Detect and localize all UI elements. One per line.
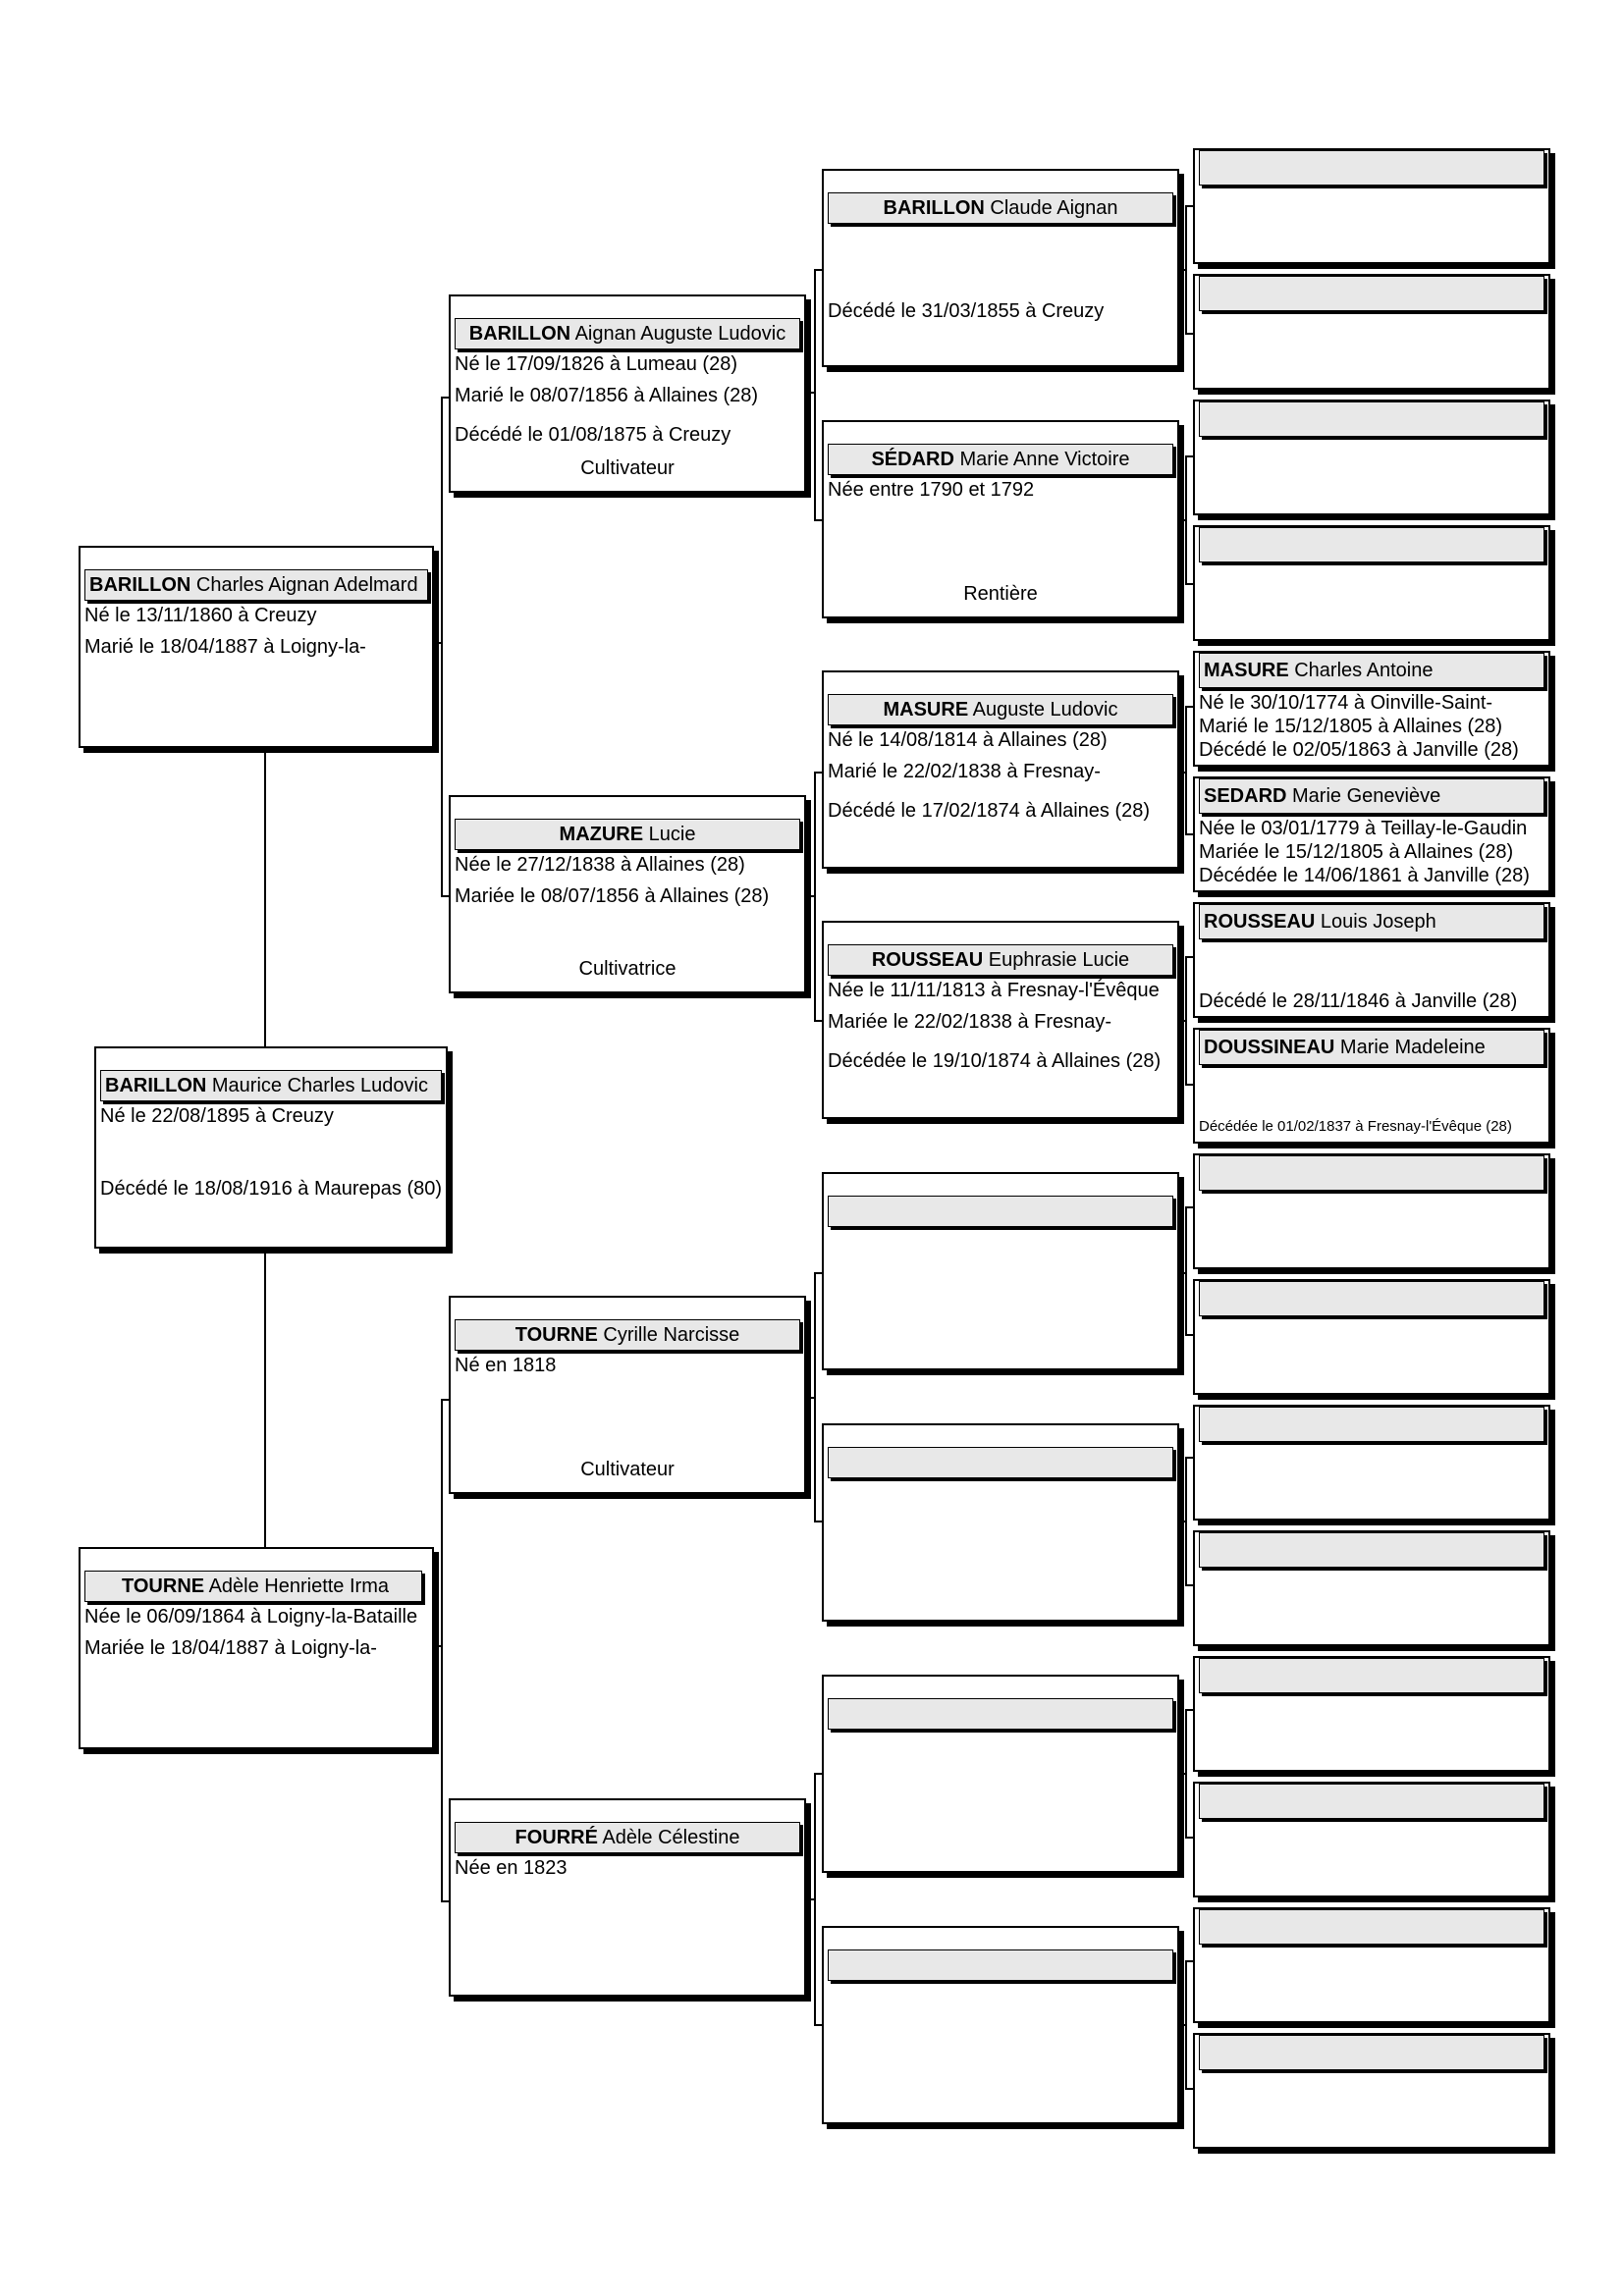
marriage-info: Mariée le 18/04/1887 à Loigny-la-	[84, 1637, 377, 1659]
marriage-info: Marié le 15/12/1805 à Allaines (28)	[1199, 716, 1503, 737]
person-box-empty[interactable]	[1193, 1153, 1550, 1269]
marriage-info: Mariée le 22/02/1838 à Fresnay-	[828, 1011, 1112, 1033]
given-names: Euphrasie Lucie	[988, 949, 1130, 971]
death-info: Décédé le 31/03/1855 à Creuzy	[828, 300, 1105, 322]
person-box-empty[interactable]	[1193, 1279, 1550, 1395]
name-bar	[1199, 778, 1544, 814]
birth-info: Née le 06/09/1864 à Loigny-la-Bataille	[84, 1606, 418, 1628]
given-names: Cyrille Narcisse	[603, 1324, 740, 1346]
surname: MASURE	[1204, 660, 1289, 681]
person-box-fff[interactable]	[822, 169, 1179, 367]
surname: ROUSSEAU	[871, 949, 984, 971]
name-bar	[828, 444, 1173, 475]
birth-info: Né le 13/11/1860 à Creuzy	[84, 605, 317, 626]
birth-info: Né le 22/08/1895 à Creuzy	[100, 1105, 334, 1127]
person-box-empty[interactable]	[822, 1675, 1179, 1873]
surname: BARILLON	[89, 574, 191, 596]
surname: FOURRÉ	[514, 1827, 598, 1848]
death-info: Décédé le 02/05/1863 à Janville (28)	[1199, 739, 1519, 761]
death-info: Décédé le 28/11/1846 à Janville (28)	[1199, 990, 1518, 1012]
name-bar	[828, 1447, 1173, 1478]
name-bar	[1199, 527, 1544, 562]
person-box-paternal-grandmother[interactable]	[449, 795, 806, 993]
name-bar	[1199, 401, 1544, 437]
death-info: Décédée le 14/06/1861 à Janville (28)	[1199, 865, 1530, 886]
name-bar	[828, 1698, 1173, 1730]
marriage-info: Mariée le 15/12/1805 à Allaines (28)	[1199, 841, 1514, 863]
name-bar	[828, 694, 1173, 725]
marriage-info: Marié le 22/02/1838 à Fresnay-	[828, 761, 1101, 782]
person-box-mother[interactable]	[79, 1547, 434, 1749]
name-bar	[1199, 904, 1544, 939]
name-bar	[1199, 2035, 1544, 2070]
occupation: Cultivatrice	[578, 958, 677, 980]
occupation: Cultivateur	[580, 457, 675, 479]
surname: TOURNE	[122, 1575, 205, 1597]
given-names: Charles Aignan Adelmard	[195, 574, 418, 596]
name-bar	[1199, 1030, 1544, 1065]
birth-info: Né le 17/09/1826 à Lumeau (28)	[455, 353, 737, 375]
person-box-empty[interactable]	[1193, 1530, 1550, 1646]
birth-info: Née en 1823	[455, 1857, 568, 1879]
birth-info: Née le 11/11/1813 à Fresnay-l'Évêque	[828, 980, 1160, 1001]
name-bar	[828, 944, 1173, 976]
name-bar	[1199, 1155, 1544, 1191]
person-box-fmfm[interactable]	[1193, 776, 1550, 892]
given-names: Maurice Charles Ludovic	[211, 1075, 428, 1096]
person-box-empty[interactable]	[1193, 400, 1550, 515]
person-box-fmmm[interactable]	[1193, 1028, 1550, 1144]
person-box-empty[interactable]	[1193, 274, 1550, 390]
person-box-maternal-grandmother[interactable]	[449, 1798, 806, 1997]
name-bar	[1199, 1784, 1544, 1819]
surname: SEDARD	[1204, 785, 1287, 807]
surname: SÉDARD	[871, 449, 954, 470]
surname: ROUSSEAU	[1204, 911, 1316, 933]
death-info: Décédée le 19/10/1874 à Allaines (28)	[828, 1050, 1162, 1072]
given-names: Marie Geneviève	[1292, 785, 1441, 807]
name-bar	[828, 1949, 1173, 1981]
person-box-empty[interactable]	[1193, 148, 1550, 264]
person-box-fmff[interactable]	[1193, 651, 1550, 767]
surname: MASURE	[883, 699, 969, 721]
given-names: Adèle Henriette Irma	[208, 1575, 389, 1597]
death-info: Décédé le 18/08/1916 à Maurepas (80)	[100, 1178, 443, 1200]
name-bar	[1199, 1407, 1544, 1442]
surname: TOURNE	[514, 1324, 598, 1346]
birth-info: Né en 1818	[455, 1355, 557, 1376]
marriage-info: Mariée le 08/07/1856 à Allaines (28)	[455, 885, 770, 907]
occupation: Rentière	[963, 583, 1038, 605]
person-box-empty[interactable]	[1193, 2033, 1550, 2149]
name-bar	[455, 819, 800, 850]
person-box-empty[interactable]	[822, 1926, 1179, 2124]
name-bar	[1199, 1909, 1544, 1945]
person-box-fmmf[interactable]	[1193, 902, 1550, 1018]
name-bar	[100, 1070, 442, 1101]
name-bar	[455, 318, 800, 349]
name-bar	[828, 192, 1173, 224]
surname: BARILLON	[105, 1075, 207, 1096]
person-box-empty[interactable]	[1193, 1907, 1550, 2023]
birth-info: Née le 27/12/1838 à Allaines (28)	[455, 854, 745, 876]
person-box-empty[interactable]	[1193, 1656, 1550, 1772]
birth-info: Née entre 1790 et 1792	[828, 479, 1035, 501]
person-box-paternal-grandfather[interactable]	[449, 294, 806, 493]
marriage-info: Marié le 18/04/1887 à Loigny-la-	[84, 636, 366, 658]
given-names: Auguste Ludovic	[972, 699, 1118, 721]
name-bar	[84, 569, 428, 601]
name-bar	[1199, 150, 1544, 186]
surname: DOUSSINEAU	[1204, 1037, 1335, 1058]
surname: BARILLON	[468, 323, 571, 345]
death-info: Décédé le 17/02/1874 à Allaines (28)	[828, 800, 1151, 822]
name-bar	[1199, 1532, 1544, 1568]
given-names: Adèle Célestine	[602, 1827, 740, 1848]
name-bar	[455, 1319, 800, 1351]
name-bar	[455, 1822, 800, 1853]
person-box-empty[interactable]	[1193, 525, 1550, 641]
person-box-maternal-grandfather[interactable]	[449, 1296, 806, 1494]
person-box-empty[interactable]	[822, 1423, 1179, 1622]
occupation: Cultivateur	[580, 1459, 675, 1480]
person-box-empty[interactable]	[1193, 1405, 1550, 1521]
person-box-fmf[interactable]	[822, 670, 1179, 869]
surname: BARILLON	[883, 197, 985, 219]
death-info: Décédé le 01/08/1875 à Creuzy	[455, 424, 731, 446]
person-box-empty[interactable]	[1193, 1782, 1550, 1897]
birth-info: Né le 14/08/1814 à Allaines (28)	[828, 729, 1108, 751]
birth-info: Née le 03/01/1779 à Teillay-le-Gaudin	[1199, 818, 1528, 839]
given-names: Charles Antoine	[1294, 660, 1434, 681]
name-bar	[1199, 1281, 1544, 1316]
given-names: Marie Madeleine	[1339, 1037, 1486, 1058]
given-names: Lucie	[648, 824, 696, 845]
name-bar	[828, 1196, 1173, 1227]
name-bar	[1199, 276, 1544, 311]
person-box-fmm[interactable]	[822, 921, 1179, 1119]
person-box-father[interactable]	[79, 546, 434, 748]
person-box-root[interactable]	[94, 1046, 448, 1249]
birth-info: Né le 30/10/1774 à Oinville-Saint-	[1199, 692, 1493, 714]
given-names: Marie Anne Victoire	[959, 449, 1130, 470]
name-bar	[1199, 653, 1544, 688]
surname: MAZURE	[559, 824, 644, 845]
marriage-info: Marié le 08/07/1856 à Allaines (28)	[455, 385, 759, 406]
given-names: Aignan Auguste Ludovic	[574, 323, 786, 345]
given-names: Louis Joseph	[1320, 911, 1436, 933]
person-box-ffm[interactable]	[822, 420, 1179, 618]
name-bar	[1199, 1658, 1544, 1693]
death-info: Décédée le 01/02/1837 à Fresnay-l'Évêque (28)	[1199, 1118, 1512, 1135]
name-bar	[84, 1571, 422, 1602]
person-box-empty[interactable]	[822, 1172, 1179, 1370]
given-names: Claude Aignan	[990, 197, 1118, 219]
